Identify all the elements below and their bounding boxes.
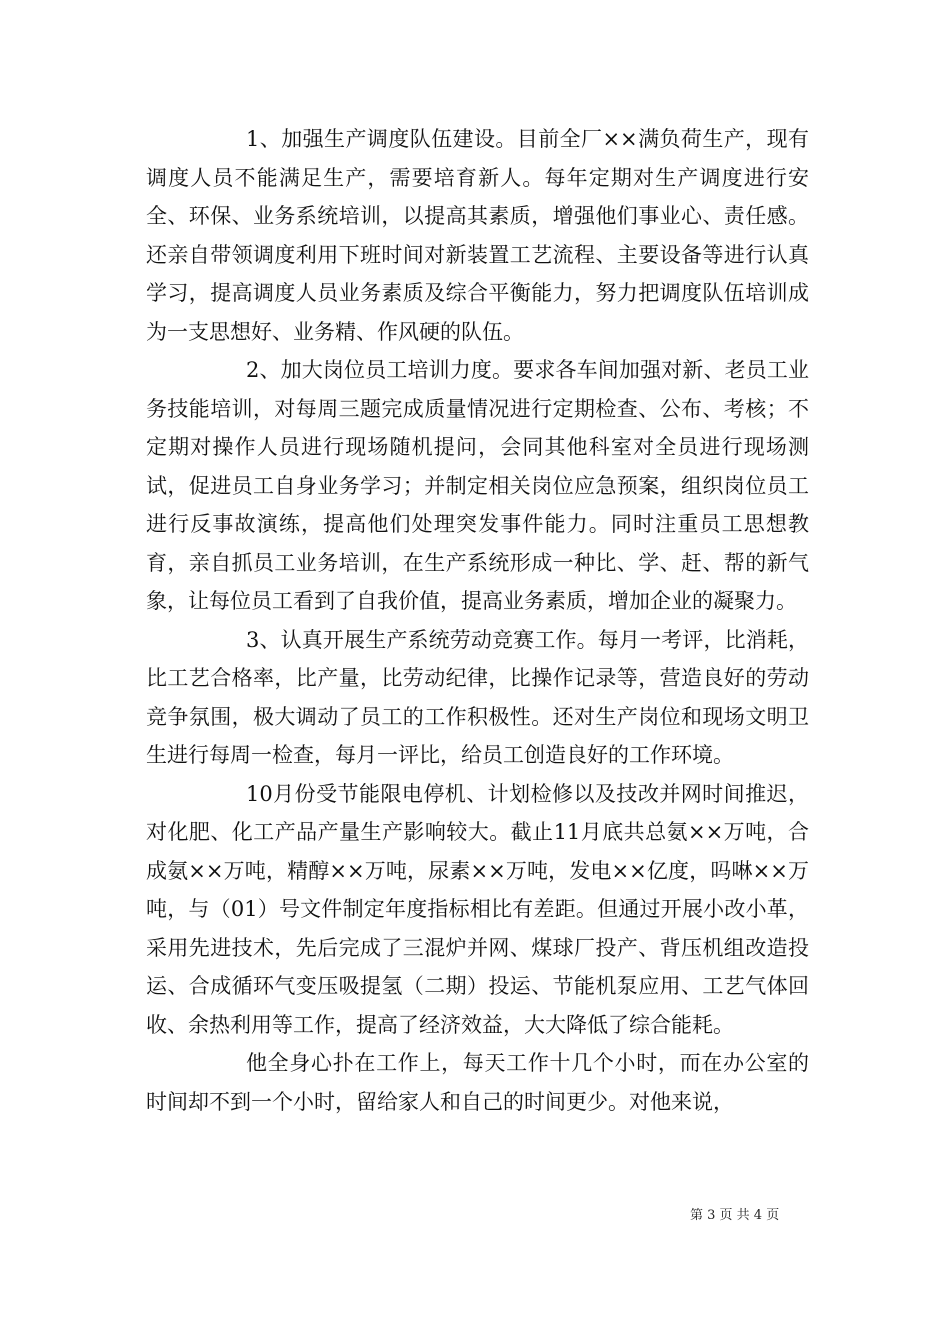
paragraph-3: 3、认真开展生产系统劳动竞赛工作。每月一考评，比消耗，比工艺合格率，比产量，比劳动纪律，比操作记录等，营造良好的劳动竞争氛围，极大调动了员工的工作积极性。还对生产岗位和现场文明卫生进行每周一检查，每月一评比，给员工创造良好的工作环境。 — [146, 627, 809, 767]
paragraph-1: 1、加强生产调度队伍建设。目前全厂××满负荷生产，现有调度人员不能满足生产，需要培育新人。每年定期对生产调度进行安全、环保、业务系统培训，以提高其素质，增强他们事业心、责任感。还亲自带领调度利用下班时间对新装置工艺流程、主要设备等进行认真学习，提高调度人员业务素质及综合平衡能力，努力把调度队伍培训成为一支思想好、业务精、作风硬的队伍。 — [146, 127, 809, 344]
paragraph-5: 他全身心扑在工作上，每天工作十几个小时，而在办公室的时间却不到一个小时，留给家人和自己的时间更少。对他来说， — [146, 1051, 809, 1114]
paragraph-4: 10月份受节能限电停机、计划检修以及技改并网时间推迟，对化肥、化工产品产量生产影响较大。截止11月底共总氨××万吨，合成氨××万吨，精醇××万吨，尿素××万吨，发电××亿度，吗啉××万吨，与（01）号文件制定年度指标相比有差距。但通过开展小改小革，采用先进技术，先后完成了三混炉并网、煤球厂投产、背压机组改造投运、合成循环气变压吸提氢（二期）投运、节能机泵应用、工艺气体回收、余热利用等工作，提高了经济效益，大大降低了综合能耗。 — [146, 781, 809, 1037]
paragraph-2: 2、加大岗位员工培训力度。要求各车间加强对新、老员工业务技能培训，对每周三题完成质量情况进行定期检查、公布、考核；不定期对操作人员进行现场随机提问，会同其他科室对全员进行现场测试，促进员工自身业务学习；并制定相关岗位应急预案，组织岗位员工进行反事故演练，提高他们处理突发事件能力。同时注重员工思想教育，亲自抓员工业务培训，在生产系统形成一种比、学、赶、帮的新气象，让每位员工看到了自我价值，提高业务素质，增加企业的凝聚力。 — [146, 358, 809, 613]
page-number-footer: 第 3 页 共 4 页 — [690, 1208, 780, 1223]
document-body — [146, 120, 809, 1121]
